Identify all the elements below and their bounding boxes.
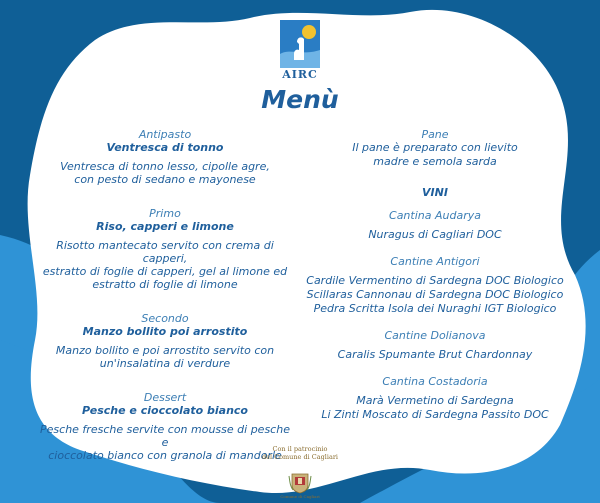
description-line: un'insalatina di verdure: [99, 357, 231, 370]
cellar-name: Cantine Antigori: [390, 255, 480, 268]
crest-caption: Comune di Cagliari: [280, 494, 320, 499]
course-description: [40, 239, 290, 291]
description-line: Pesche fresche servite con mousse di pesche e: [40, 423, 290, 449]
cellar-name: Cantina Audarya: [389, 209, 481, 222]
wine-item: Cardile Vermentino di Sardegna DOC Biologico: [306, 274, 564, 287]
bread-line: madre e semola sarda: [373, 155, 497, 168]
course-category: Secondo: [141, 312, 189, 325]
patronage-text: [230, 445, 370, 461]
bread-line: Il pane è preparato con lievito: [352, 141, 518, 154]
course-description: [40, 344, 290, 370]
course-secondo: [40, 312, 290, 370]
logo-text: AIRC: [282, 68, 318, 81]
course-category: Dessert: [143, 391, 187, 404]
courses-column: [40, 128, 290, 462]
course-antipasto: [40, 128, 290, 186]
patronage-line: Con il patrocinio: [272, 445, 328, 453]
course-dish: Riso, capperi e limone: [96, 220, 234, 233]
airc-logo-icon: [280, 20, 320, 70]
course-dish: Ventresca di tonno: [106, 141, 224, 154]
cellar-name: Cantina Costadoria: [382, 375, 488, 388]
patronage-line: del Comune di Cagliari: [261, 453, 339, 461]
cellar-audarya: [305, 209, 565, 242]
description-line: estratto di foglie di limone: [92, 278, 238, 291]
course-description: [40, 160, 290, 186]
description-line: estratto di foglie di capperi, gel al limone ed: [42, 265, 288, 278]
city-crest-icon: [287, 472, 313, 494]
bread-wine-column: [305, 128, 565, 422]
cellar-name: Cantine Dolianova: [384, 329, 486, 342]
bread-category: Pane: [421, 128, 449, 141]
page-title: Menù: [261, 85, 339, 114]
wine-item: Pedra Scritta Isola dei Nuraghi IGT Biologico: [313, 302, 557, 315]
cellar-costadoria: [305, 375, 565, 422]
course-dish: Pesche e cioccolato bianco: [82, 404, 248, 417]
description-line: Manzo bollito e poi arrostito servito con: [55, 344, 275, 357]
course-category: Primo: [149, 207, 181, 220]
bread-section: [305, 128, 565, 169]
wine-item: Li Zinti Moscato di Sardegna Passito DOC: [321, 408, 549, 421]
wine-item: Nuragus di Cagliari DOC: [368, 228, 502, 241]
description-line: Ventresca di tonno lesso, cipolle agre,: [60, 160, 270, 173]
wine-item: Marà Vermetino di Sardegna: [356, 394, 514, 407]
course-dish: Manzo bollito poi arrostito: [82, 325, 248, 338]
wine-item: Scillaras Cannonau di Sardegna DOC Biologico: [306, 288, 564, 301]
description-line: con pesto di sedano e mayonese: [74, 173, 256, 186]
course-primo: [40, 207, 290, 291]
description-line: cioccolato bianco con granola di mandorle: [48, 449, 282, 462]
wines-heading: VINI: [422, 186, 448, 199]
description-line: Risotto mantecato servito con crema di capperi,: [56, 239, 274, 265]
cellar-antigori: [305, 255, 565, 316]
wine-item: Caralis Spumante Brut Chardonnay: [337, 348, 533, 361]
course-category: Antipasto: [138, 128, 192, 141]
cellar-dolianova: [305, 329, 565, 362]
